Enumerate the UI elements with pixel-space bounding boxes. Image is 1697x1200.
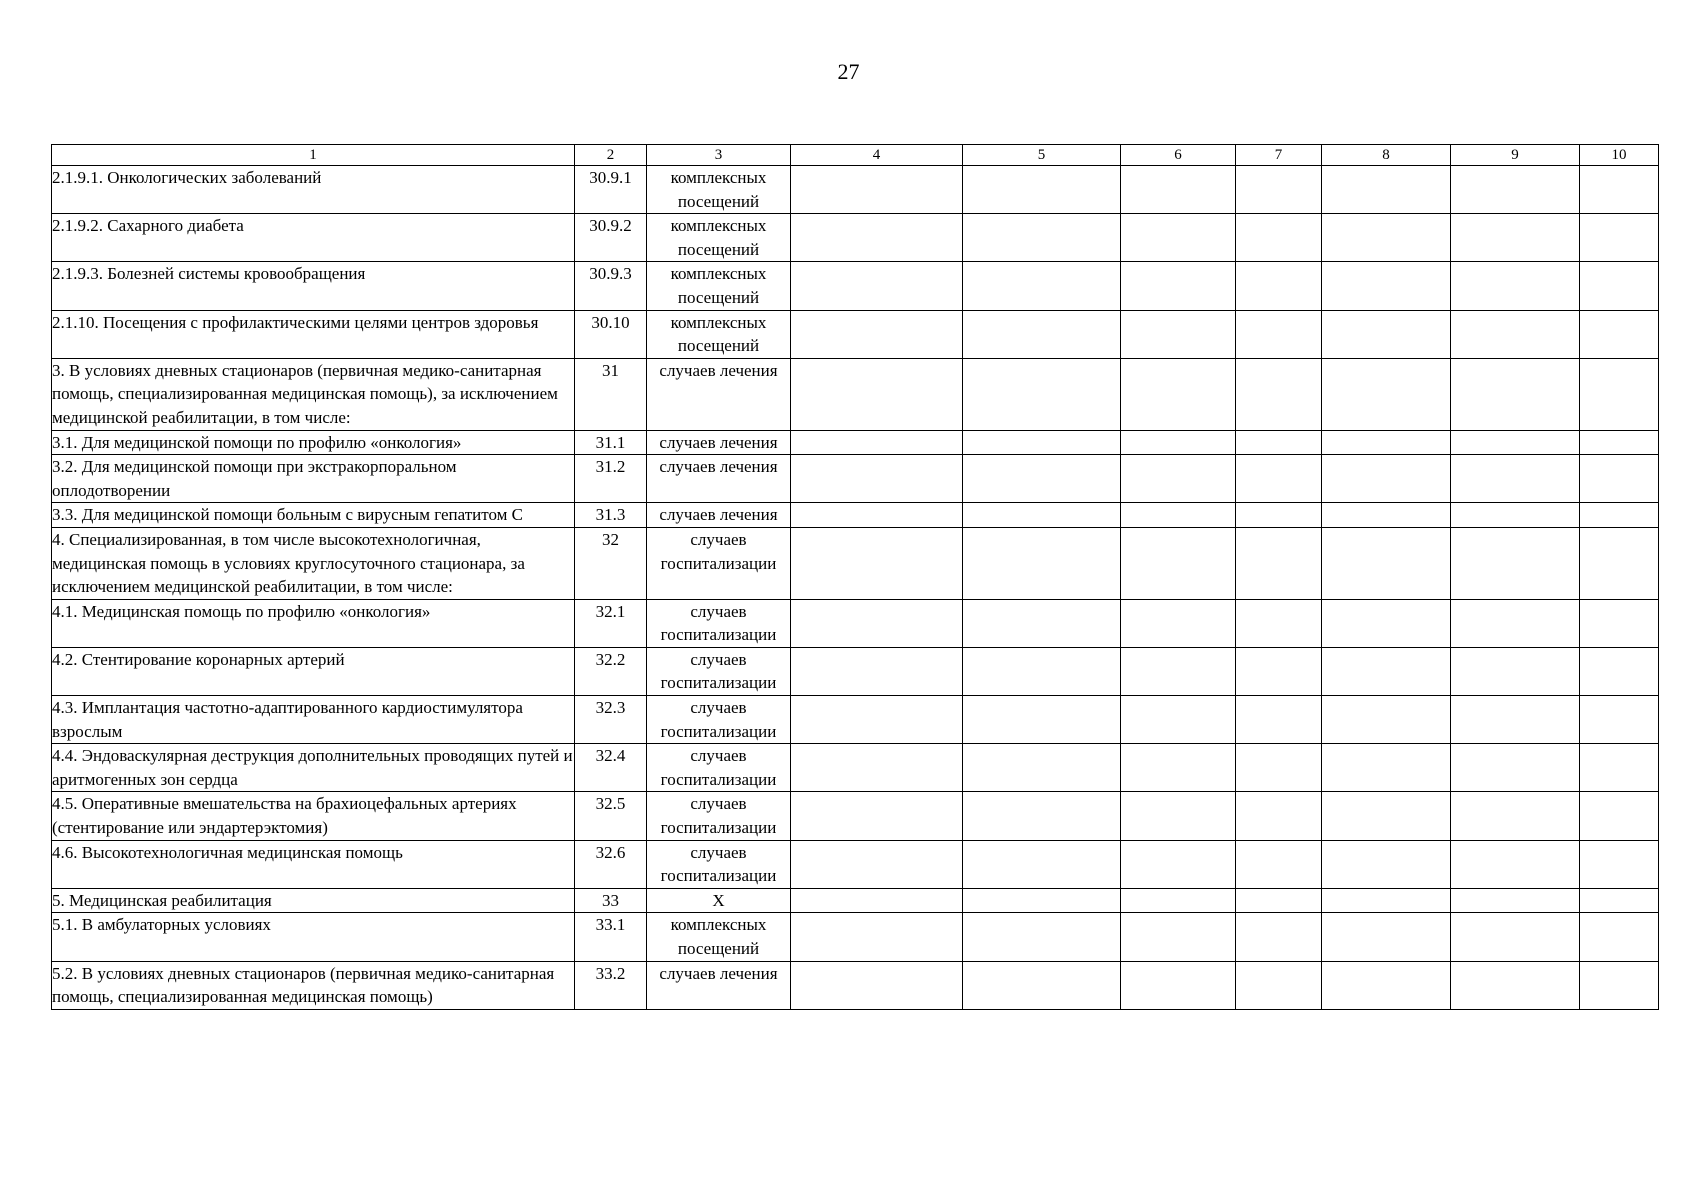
empty-value-cell xyxy=(1322,503,1451,528)
empty-value-cell xyxy=(1121,744,1236,792)
table-row xyxy=(52,166,1659,214)
empty-value-cell xyxy=(1322,310,1451,358)
empty-value-cell xyxy=(1236,696,1322,744)
row-unit-cell: случаев госпитализации xyxy=(647,696,791,744)
empty-value-cell xyxy=(963,503,1121,528)
empty-value-cell xyxy=(1236,792,1322,840)
empty-value-cell xyxy=(791,792,963,840)
empty-value-cell xyxy=(1451,527,1580,599)
empty-value-cell xyxy=(1121,310,1236,358)
empty-value-cell xyxy=(1236,262,1322,310)
empty-value-cell xyxy=(1580,888,1659,913)
table-row xyxy=(52,455,1659,503)
row-code-cell: 30.9.2 xyxy=(575,214,647,262)
row-unit-cell: случаев госпитализации xyxy=(647,744,791,792)
empty-value-cell xyxy=(963,647,1121,695)
empty-value-cell xyxy=(963,599,1121,647)
empty-value-cell xyxy=(1322,166,1451,214)
table-body xyxy=(52,166,1659,1010)
empty-value-cell xyxy=(963,744,1121,792)
row-name-cell: 2.1.9.2. Сахарного диабета xyxy=(52,214,575,262)
empty-value-cell xyxy=(1451,792,1580,840)
row-code-cell: 33.2 xyxy=(575,961,647,1009)
column-header: 7 xyxy=(1236,145,1322,166)
row-code-cell: 30.9.1 xyxy=(575,166,647,214)
empty-value-cell xyxy=(1451,599,1580,647)
empty-value-cell xyxy=(1322,792,1451,840)
empty-value-cell xyxy=(1121,262,1236,310)
empty-value-cell xyxy=(963,455,1121,503)
row-name-cell: 4.6. Высокотехнологичная медицинская помощь xyxy=(52,840,575,888)
table-row xyxy=(52,430,1659,455)
empty-value-cell xyxy=(1322,840,1451,888)
row-unit-cell: комплексных посещений xyxy=(647,913,791,961)
table-row xyxy=(52,913,1659,961)
row-unit-cell: случаев госпитализации xyxy=(647,599,791,647)
row-unit-cell: случаев лечения xyxy=(647,358,791,430)
empty-value-cell xyxy=(791,599,963,647)
empty-value-cell xyxy=(1236,527,1322,599)
row-code-cell: 31.1 xyxy=(575,430,647,455)
table-row xyxy=(52,358,1659,430)
empty-value-cell xyxy=(963,792,1121,840)
empty-value-cell xyxy=(963,961,1121,1009)
column-header: 9 xyxy=(1451,145,1580,166)
empty-value-cell xyxy=(1121,792,1236,840)
row-code-cell: 32.4 xyxy=(575,744,647,792)
row-unit-cell: случаев госпитализации xyxy=(647,527,791,599)
empty-value-cell xyxy=(963,214,1121,262)
row-name-cell: 3.2. Для медицинской помощи при экстракорпоральном оплодотворении xyxy=(52,455,575,503)
empty-value-cell xyxy=(1236,455,1322,503)
empty-value-cell xyxy=(1451,744,1580,792)
empty-value-cell xyxy=(1580,455,1659,503)
column-header: 4 xyxy=(791,145,963,166)
row-name-cell: 3.1. Для медицинской помощи по профилю «онкология» xyxy=(52,430,575,455)
empty-value-cell xyxy=(791,262,963,310)
empty-value-cell xyxy=(791,430,963,455)
empty-value-cell xyxy=(791,744,963,792)
empty-value-cell xyxy=(791,696,963,744)
row-name-cell: 4.4. Эндоваскулярная деструкция дополнительных проводящих путей и аритмогенных зон сердца xyxy=(52,744,575,792)
empty-value-cell xyxy=(1580,647,1659,695)
row-name-cell: 4.5. Оперативные вмешательства на брахиоцефальных артериях (стентирование или эндартерэктомия) xyxy=(52,792,575,840)
empty-value-cell xyxy=(1322,527,1451,599)
empty-value-cell xyxy=(791,503,963,528)
empty-value-cell xyxy=(1322,696,1451,744)
empty-value-cell xyxy=(1580,214,1659,262)
empty-value-cell xyxy=(791,527,963,599)
empty-value-cell xyxy=(1236,913,1322,961)
table-row xyxy=(52,792,1659,840)
empty-value-cell xyxy=(1580,599,1659,647)
table-row xyxy=(52,961,1659,1009)
empty-value-cell xyxy=(1580,744,1659,792)
empty-value-cell xyxy=(1451,888,1580,913)
empty-value-cell xyxy=(1322,913,1451,961)
row-name-cell: 4.3. Имплантация частотно-адаптированного кардиостимулятора взрослым xyxy=(52,696,575,744)
row-name-cell: 4.2. Стентирование коронарных артерий xyxy=(52,647,575,695)
empty-value-cell xyxy=(1236,840,1322,888)
empty-value-cell xyxy=(1580,430,1659,455)
empty-value-cell xyxy=(1580,961,1659,1009)
row-code-cell: 32.3 xyxy=(575,696,647,744)
empty-value-cell xyxy=(963,527,1121,599)
row-name-cell: 4.1. Медицинская помощь по профилю «онкология» xyxy=(52,599,575,647)
row-unit-cell: комплексных посещений xyxy=(647,262,791,310)
row-name-cell: 2.1.10. Посещения с профилактическими целями центров здоровья xyxy=(52,310,575,358)
empty-value-cell xyxy=(1236,166,1322,214)
row-code-cell: 31 xyxy=(575,358,647,430)
row-unit-cell: случаев лечения xyxy=(647,455,791,503)
row-unit-cell: случаев госпитализации xyxy=(647,840,791,888)
row-code-cell: 32.2 xyxy=(575,647,647,695)
empty-value-cell xyxy=(1322,647,1451,695)
empty-value-cell xyxy=(963,358,1121,430)
empty-value-cell xyxy=(963,262,1121,310)
empty-value-cell xyxy=(791,647,963,695)
empty-value-cell xyxy=(1121,840,1236,888)
row-unit-cell: случаев госпитализации xyxy=(647,647,791,695)
row-unit-cell: случаев лечения xyxy=(647,430,791,455)
row-name-cell: 5. Медицинская реабилитация xyxy=(52,888,575,913)
empty-value-cell xyxy=(1451,455,1580,503)
empty-value-cell xyxy=(963,840,1121,888)
empty-value-cell xyxy=(1121,430,1236,455)
table-row xyxy=(52,310,1659,358)
column-header: 8 xyxy=(1322,145,1451,166)
table-row xyxy=(52,214,1659,262)
empty-value-cell xyxy=(1322,430,1451,455)
empty-value-cell xyxy=(1580,358,1659,430)
empty-value-cell xyxy=(1451,840,1580,888)
row-code-cell: 33.1 xyxy=(575,913,647,961)
column-header: 5 xyxy=(963,145,1121,166)
row-code-cell: 32 xyxy=(575,527,647,599)
empty-value-cell xyxy=(1322,599,1451,647)
row-code-cell: 31.2 xyxy=(575,455,647,503)
empty-value-cell xyxy=(1322,888,1451,913)
empty-value-cell xyxy=(1580,696,1659,744)
empty-value-cell xyxy=(791,358,963,430)
empty-value-cell xyxy=(1322,744,1451,792)
empty-value-cell xyxy=(1580,792,1659,840)
empty-value-cell xyxy=(1236,503,1322,528)
empty-value-cell xyxy=(1322,214,1451,262)
row-code-cell: 30.10 xyxy=(575,310,647,358)
empty-value-cell xyxy=(1121,455,1236,503)
page-number: 27 xyxy=(837,59,860,84)
empty-value-cell xyxy=(963,888,1121,913)
empty-value-cell xyxy=(1451,358,1580,430)
column-header: 2 xyxy=(575,145,647,166)
empty-value-cell xyxy=(1451,961,1580,1009)
empty-value-cell xyxy=(1451,696,1580,744)
table-row xyxy=(52,647,1659,695)
column-header: 6 xyxy=(1121,145,1236,166)
empty-value-cell xyxy=(1580,503,1659,528)
empty-value-cell xyxy=(1121,527,1236,599)
row-code-cell: 31.3 xyxy=(575,503,647,528)
empty-value-cell xyxy=(1580,166,1659,214)
empty-value-cell xyxy=(1121,961,1236,1009)
row-unit-cell: комплексных посещений xyxy=(647,214,791,262)
row-unit-cell: Х xyxy=(647,888,791,913)
empty-value-cell xyxy=(1236,430,1322,455)
empty-value-cell xyxy=(963,310,1121,358)
row-name-cell: 2.1.9.1. Онкологических заболеваний xyxy=(52,166,575,214)
table-row xyxy=(52,696,1659,744)
column-header: 10 xyxy=(1580,145,1659,166)
empty-value-cell xyxy=(963,166,1121,214)
empty-value-cell xyxy=(1121,599,1236,647)
row-code-cell: 33 xyxy=(575,888,647,913)
empty-value-cell xyxy=(1451,913,1580,961)
empty-value-cell xyxy=(1451,262,1580,310)
row-name-cell: 3. В условиях дневных стационаров (первичная медико-санитарная помощь, специализированная медицинская помощь), за исключением медицинской реабилитации, в том числе: xyxy=(52,358,575,430)
empty-value-cell xyxy=(791,840,963,888)
empty-value-cell xyxy=(963,913,1121,961)
empty-value-cell xyxy=(1451,503,1580,528)
column-number-row xyxy=(52,145,1659,166)
row-unit-cell: комплексных посещений xyxy=(647,310,791,358)
empty-value-cell xyxy=(1451,166,1580,214)
empty-value-cell xyxy=(1121,913,1236,961)
empty-value-cell xyxy=(1451,214,1580,262)
empty-value-cell xyxy=(1322,961,1451,1009)
row-code-cell: 32.6 xyxy=(575,840,647,888)
empty-value-cell xyxy=(791,455,963,503)
table-row xyxy=(52,888,1659,913)
empty-value-cell xyxy=(1322,455,1451,503)
empty-value-cell xyxy=(1580,262,1659,310)
empty-value-cell xyxy=(1236,599,1322,647)
row-name-cell: 2.1.9.3. Болезней системы кровообращения xyxy=(52,262,575,310)
empty-value-cell xyxy=(791,214,963,262)
row-name-cell: 5.2. В условиях дневных стационаров (первичная медико-санитарная помощь, специализированная медицинская помощь) xyxy=(52,961,575,1009)
empty-value-cell xyxy=(1451,647,1580,695)
row-name-cell: 4. Специализированная, в том числе высокотехнологичная, медицинская помощь в условиях круглосуточного стационара, за исключением медицинской реабилитации, в том числе: xyxy=(52,527,575,599)
empty-value-cell xyxy=(791,888,963,913)
empty-value-cell xyxy=(1121,166,1236,214)
table-row xyxy=(52,262,1659,310)
empty-value-cell xyxy=(1236,310,1322,358)
row-code-cell: 32.1 xyxy=(575,599,647,647)
empty-value-cell xyxy=(1580,527,1659,599)
empty-value-cell xyxy=(1322,262,1451,310)
empty-value-cell xyxy=(1236,888,1322,913)
empty-value-cell xyxy=(791,913,963,961)
row-code-cell: 32.5 xyxy=(575,792,647,840)
empty-value-cell xyxy=(1451,430,1580,455)
table-row xyxy=(52,527,1659,599)
statistics-table xyxy=(51,144,1659,1010)
empty-value-cell xyxy=(1236,744,1322,792)
table-row xyxy=(52,503,1659,528)
row-code-cell: 30.9.3 xyxy=(575,262,647,310)
row-unit-cell: комплексных посещений xyxy=(647,166,791,214)
row-name-cell: 3.3. Для медицинской помощи больным с вирусным гепатитом С xyxy=(52,503,575,528)
empty-value-cell xyxy=(1121,888,1236,913)
row-unit-cell: случаев лечения xyxy=(647,961,791,1009)
empty-value-cell xyxy=(1236,961,1322,1009)
table-row xyxy=(52,744,1659,792)
row-name-cell: 5.1. В амбулаторных условиях xyxy=(52,913,575,961)
empty-value-cell xyxy=(1236,358,1322,430)
empty-value-cell xyxy=(791,961,963,1009)
empty-value-cell xyxy=(1236,214,1322,262)
empty-value-cell xyxy=(1580,310,1659,358)
empty-value-cell xyxy=(963,696,1121,744)
empty-value-cell xyxy=(791,310,963,358)
empty-value-cell xyxy=(1580,840,1659,888)
empty-value-cell xyxy=(1451,310,1580,358)
empty-value-cell xyxy=(1121,358,1236,430)
column-header: 1 xyxy=(52,145,575,166)
empty-value-cell xyxy=(1121,696,1236,744)
empty-value-cell xyxy=(963,430,1121,455)
empty-value-cell xyxy=(1580,913,1659,961)
table-row xyxy=(52,840,1659,888)
row-unit-cell: случаев лечения xyxy=(647,503,791,528)
empty-value-cell xyxy=(1236,647,1322,695)
table-row xyxy=(52,599,1659,647)
empty-value-cell xyxy=(1121,214,1236,262)
empty-value-cell xyxy=(791,166,963,214)
empty-value-cell xyxy=(1121,647,1236,695)
column-header: 3 xyxy=(647,145,791,166)
row-unit-cell: случаев госпитализации xyxy=(647,792,791,840)
empty-value-cell xyxy=(1121,503,1236,528)
empty-value-cell xyxy=(1322,358,1451,430)
